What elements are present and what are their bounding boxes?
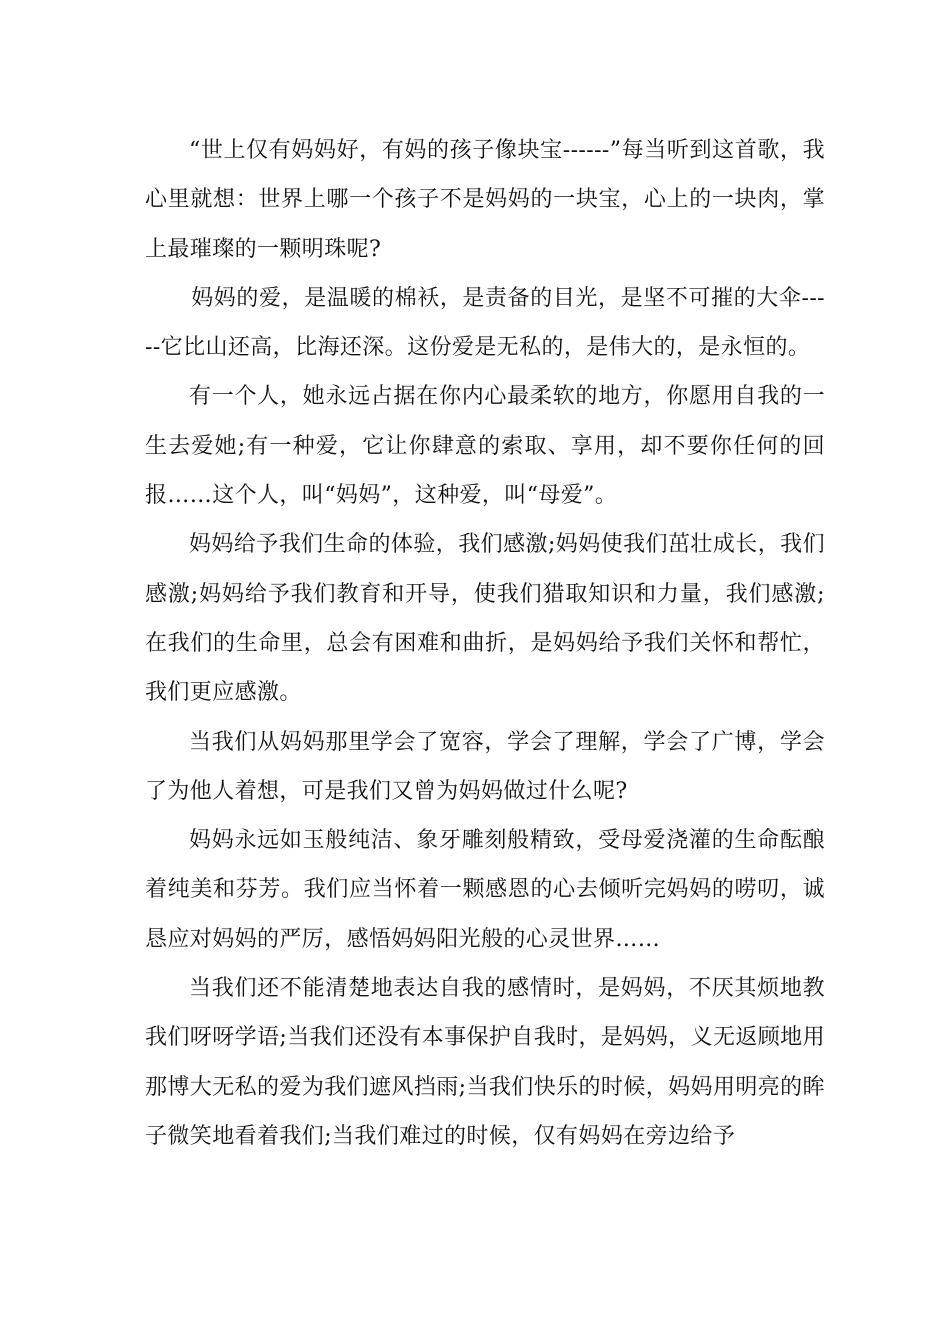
paragraph-4: 妈妈给予我们生命的体验，我们感激;妈妈使我们茁壮成长，我们感激;妈妈给予我们教育和开导，使我们猎取知识和力量，我们感激;在我们的生命里，总会有困难和曲折，是妈妈给予我们关怀和帮忙，我们更应感激。	[145, 532, 825, 706]
paragraph-7: 当我们还不能清楚地表达自我的感情时，是妈妈，不厌其烦地教我们呀呀学语;当我们还没有本事保护自我时，是妈妈，义无返顾地用那博大无私的爱为我们遮风挡雨;当我们快乐的时候，妈妈用明亮的眸子微笑地看着我们;当我们难过的时候，仅有妈妈在旁边给予	[145, 976, 825, 1149]
document-body	[145, 126, 825, 1161]
paragraph-6: 妈妈永远如玉般纯洁、象牙雕刻般精致，受母爱浇灌的生命酝酿着纯美和芬芳。我们应当怀着一颗感恩的心去倾听完妈妈的唠叨，诚恳应对妈妈的严厉，感悟妈妈阳光般的心灵世界……	[145, 828, 825, 952]
paragraph-2: 妈妈的爱，是温暖的棉袄，是责备的目光，是坚不可摧的大伞-----它比山还高，比海还深。这份爱是无私的，是伟大的，是永恒的。	[145, 285, 825, 361]
paragraph-3: 有一个人，她永远占据在你内心最柔软的地方，你愿用自我的一生去爱她;有一种爱，它让你肆意的索取、享用，却不要你任何的回报……这个人，叫“妈妈”，这种爱，叫“母爱”。	[145, 384, 825, 509]
paragraph-1: “世上仅有妈妈好，有妈的孩子像块宝------”每当听到这首歌，我心里就想：世界上哪一个孩子不是妈妈的一块宝，心上的一块肉，掌上最璀璨的一颗明珠呢?	[145, 138, 825, 262]
paragraph-5: 当我们从妈妈那里学会了宽容，学会了理解，学会了广博，学会了为他人着想，可是我们又曾为妈妈做过什么呢?	[145, 729, 825, 804]
